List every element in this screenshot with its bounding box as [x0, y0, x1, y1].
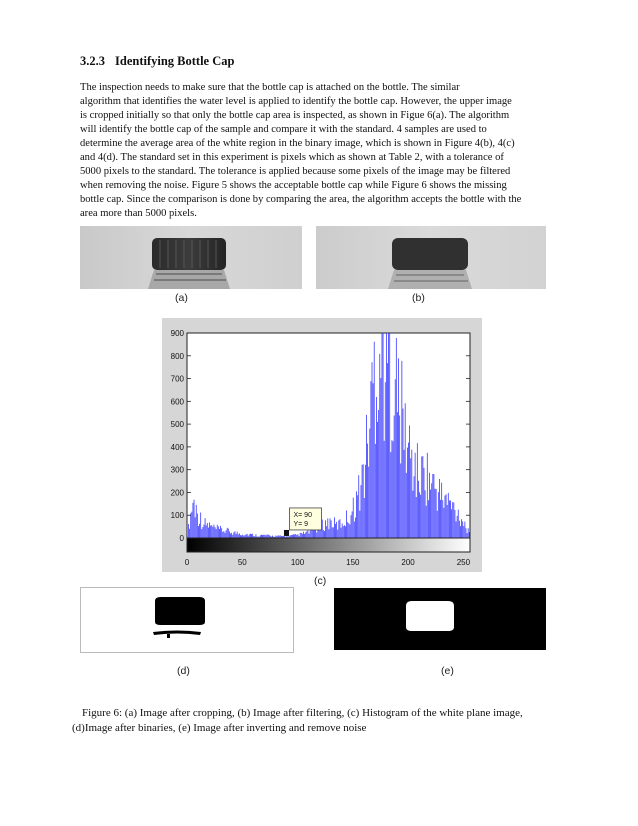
image-d-binary	[80, 587, 294, 653]
histogram-bar	[396, 338, 397, 538]
histogram-bar	[399, 416, 400, 538]
histogram-bar	[207, 523, 208, 538]
histogram-bar	[392, 440, 393, 538]
histogram-bar	[460, 526, 461, 538]
histogram-bar	[411, 450, 412, 538]
histogram-bar	[201, 529, 202, 538]
histogram-bar	[437, 511, 438, 538]
histogram-bar	[195, 517, 196, 538]
histogram-bar	[334, 517, 335, 538]
histogram-bar	[236, 534, 237, 538]
histogram-bar	[306, 531, 307, 538]
histogram-bar	[443, 508, 444, 538]
histogram-bar	[390, 452, 391, 538]
histogram-bar	[380, 378, 381, 538]
section-heading	[80, 54, 234, 69]
histogram-bar	[320, 529, 321, 538]
y-tick-label: 900	[170, 329, 184, 338]
label-c: (c)	[314, 575, 327, 587]
y-tick-label: 200	[170, 488, 184, 498]
histogram-bar	[409, 425, 410, 538]
histogram-bar	[361, 485, 362, 538]
paragraph-line: 5000 pixels to the standard. The tolerance is applied because some pixels of the image may be filtered	[80, 166, 511, 177]
histogram-bar	[461, 519, 462, 538]
paragraph-line: when removing the noise. Figure 5 shows the acceptable bottle cap while Figure 6 shows the missing	[80, 180, 507, 191]
histogram-bar	[231, 533, 232, 538]
label-b: (b)	[412, 292, 425, 304]
histogram-bar	[382, 333, 383, 538]
histogram-bar	[298, 534, 299, 538]
histogram-bar	[335, 524, 336, 538]
histogram-bar	[359, 511, 360, 538]
histogram-bar	[300, 533, 301, 538]
histogram-bar	[215, 527, 216, 538]
histogram-bar	[295, 534, 296, 538]
histogram-bar	[209, 522, 210, 538]
histogram-bar	[400, 463, 401, 538]
histogram-bar	[419, 492, 420, 538]
body-paragraph	[80, 81, 565, 221]
histogram-bar	[214, 525, 215, 538]
histogram-bar	[451, 509, 452, 538]
histogram-bar	[426, 506, 427, 538]
histogram-bar	[458, 510, 459, 538]
histogram-bar	[198, 526, 199, 538]
histogram-bar	[205, 518, 206, 538]
histogram-bar	[436, 489, 437, 538]
figure-caption	[72, 706, 572, 736]
histogram-bar	[346, 510, 347, 538]
histogram-bar	[221, 528, 222, 538]
histogram-bar	[227, 528, 228, 538]
histogram-bar	[354, 521, 355, 538]
caption-line: Figure 6: (a) Image after cropping, (b) Image after filtering, (c) Histogram of the white plane image,	[82, 707, 523, 719]
histogram-bar	[365, 465, 366, 538]
histogram-bar	[235, 531, 236, 538]
histogram-bar	[457, 516, 458, 538]
histogram-bar	[348, 523, 349, 538]
paragraph-line: determine the average area of the white region in the binary image, which is shown in Figure 4(b), 4(c)	[80, 138, 515, 149]
histogram-bar	[313, 530, 314, 538]
x-tick-label: 200	[401, 558, 415, 567]
histogram-chart	[162, 318, 482, 572]
histogram-bar	[239, 533, 240, 538]
histogram-bar	[393, 441, 394, 538]
histogram-bar	[388, 333, 389, 538]
histogram-bar	[469, 532, 470, 538]
histogram-bar	[314, 529, 315, 538]
histogram-bar	[327, 518, 328, 538]
histogram-bar	[428, 500, 429, 538]
histogram-bar	[331, 521, 332, 538]
y-tick-label: 600	[170, 397, 184, 407]
x-tick-label: 0	[184, 558, 190, 567]
histogram-bar	[356, 491, 357, 538]
histogram-bar	[442, 500, 443, 538]
datatip-marker	[284, 530, 289, 536]
histogram-bar	[462, 521, 463, 538]
histogram-bar	[229, 531, 230, 538]
paragraph-line: is cropped initially so that only the bottle cap area is inspected, as shown in Figue 6(a). The algorithm	[80, 110, 510, 121]
histogram-bar	[401, 361, 402, 538]
paragraph-line: will identify the bottle cap of the sample and compare it with the standard. 4 samples are used to	[80, 124, 487, 135]
x-tick-label: 250	[456, 558, 471, 567]
histogram-bar	[418, 481, 419, 538]
histogram-bar	[302, 534, 303, 538]
image-e-inverted	[334, 588, 546, 650]
histogram-bar	[208, 528, 209, 538]
y-tick-label: 700	[170, 374, 184, 384]
histogram-bar	[456, 521, 457, 538]
histogram-bar	[446, 494, 447, 538]
histogram-bar	[222, 532, 223, 538]
x-tick-label: 50	[237, 558, 247, 567]
histogram-bar	[211, 525, 212, 538]
y-tick-label: 300	[170, 465, 184, 475]
histogram-bar	[238, 534, 239, 538]
histogram-bar	[363, 464, 364, 538]
label-d: (d)	[177, 665, 190, 677]
histogram-bar	[449, 500, 450, 538]
histogram-bar	[196, 505, 197, 538]
image-b-filtered	[316, 226, 546, 289]
histogram-bar	[330, 518, 331, 538]
histogram-bar	[464, 522, 465, 538]
histogram-bar	[246, 534, 247, 538]
histogram-bar	[376, 397, 377, 538]
histogram-bar	[395, 379, 396, 538]
histogram-bar	[374, 342, 375, 538]
histogram-bar	[413, 491, 414, 538]
histogram-bar	[425, 490, 426, 538]
histogram-bar	[199, 524, 200, 538]
histogram-bar	[305, 532, 306, 538]
histogram-bar	[217, 525, 218, 538]
x-tick-label: 150	[346, 558, 360, 567]
histogram-bar	[407, 448, 408, 538]
histogram-bar	[197, 514, 198, 538]
histogram-figure	[162, 318, 482, 572]
histogram-bar	[417, 443, 418, 538]
histogram-bar	[439, 479, 440, 538]
histogram-bar	[371, 381, 372, 538]
histogram-bar	[387, 363, 388, 538]
histogram-bar	[343, 526, 344, 538]
histogram-bar	[206, 525, 207, 538]
histogram-bar	[445, 495, 446, 538]
histogram-bar	[468, 528, 469, 538]
histogram-bar	[237, 532, 238, 538]
y-tick-label: 400	[170, 442, 184, 452]
histogram-bar	[226, 530, 227, 538]
histogram-bar	[448, 493, 449, 538]
histogram-bar	[373, 383, 374, 538]
histogram-bar	[337, 530, 338, 538]
histogram-bar	[452, 502, 453, 538]
histogram-bar	[252, 534, 253, 538]
histogram-bar	[202, 527, 203, 538]
histogram-bar	[225, 533, 226, 538]
histogram-bar	[355, 517, 356, 538]
histogram-bar	[463, 526, 464, 538]
histogram-bar	[223, 531, 224, 538]
histogram-bar	[193, 503, 194, 538]
x-tick-label: 100	[290, 558, 305, 567]
histogram-bar	[316, 532, 317, 538]
histogram-bar	[303, 532, 304, 538]
histogram-bar	[398, 358, 399, 538]
histogram-bar	[369, 429, 370, 538]
histogram-bar	[338, 520, 339, 538]
paragraph-line: area more than 5000 pixels.	[80, 208, 197, 219]
histogram-bar	[210, 526, 211, 538]
histogram-bar	[188, 524, 189, 538]
section-title: Identifying Bottle Cap	[115, 54, 235, 68]
histogram-bar	[268, 535, 269, 538]
histogram-bar	[434, 474, 435, 538]
histogram-bar	[440, 500, 441, 538]
histogram-bar	[375, 444, 376, 538]
histogram-bar	[350, 524, 351, 538]
histogram-bar	[453, 502, 454, 538]
histogram-bar	[362, 465, 363, 538]
histogram-bar	[250, 534, 251, 538]
histogram-bar	[377, 422, 378, 538]
histogram-bar	[367, 444, 368, 538]
histogram-bar	[389, 333, 390, 538]
paragraph-line: and 4(d). The standard set in this experiment is pixels which as shown at Table 2, with a tolerance of	[80, 152, 504, 163]
histogram-bar	[455, 510, 456, 538]
histogram-bar	[249, 534, 250, 538]
histogram-bar	[256, 534, 257, 538]
histogram-bar	[322, 520, 323, 538]
histogram-bar	[247, 534, 248, 538]
histogram-bar	[344, 525, 345, 538]
histogram-bar	[325, 520, 326, 538]
histogram-bar	[190, 513, 191, 538]
intensity-colorbar	[187, 538, 470, 552]
histogram-bar	[415, 453, 416, 538]
histogram-bar	[364, 498, 365, 538]
histogram-bar	[341, 528, 342, 538]
label-a: (a)	[175, 292, 188, 304]
histogram-bar	[410, 458, 411, 538]
histogram-bar	[384, 441, 385, 538]
histogram-bar	[351, 515, 352, 538]
histogram-bar	[408, 443, 409, 538]
histogram-bar	[422, 456, 423, 538]
histogram-bar	[336, 522, 337, 538]
histogram-bar	[427, 453, 428, 538]
histogram-bar	[368, 467, 369, 538]
histogram-bar	[372, 362, 373, 538]
histogram-bar	[216, 529, 217, 538]
histogram-bar	[194, 500, 195, 538]
histogram-bar	[394, 416, 395, 538]
histogram-bar	[385, 382, 386, 538]
histogram-bar	[386, 333, 387, 538]
histogram-bar	[204, 524, 205, 538]
histogram-bar	[293, 534, 294, 538]
histogram-bar	[353, 498, 354, 538]
histogram-bar	[342, 524, 343, 538]
histogram-bar	[429, 473, 430, 538]
histogram-bar	[357, 495, 358, 538]
y-tick-label: 800	[170, 351, 184, 361]
histogram-bar	[310, 531, 311, 538]
histogram-bar	[420, 495, 421, 538]
datatip-y: Y= 9	[293, 520, 309, 528]
histogram-bar	[189, 529, 190, 538]
histogram-bar	[333, 527, 334, 538]
histogram-bar	[432, 474, 433, 538]
histogram-bar	[304, 534, 305, 538]
histogram-bar	[212, 527, 213, 538]
histogram-bar	[379, 354, 380, 538]
histogram-bar	[358, 475, 359, 538]
histogram-bar	[441, 483, 442, 538]
image-a-cropped	[80, 226, 302, 289]
histogram-bar	[397, 412, 398, 538]
histogram-bar	[383, 333, 384, 538]
histogram-bar	[309, 534, 310, 538]
histogram-bar	[405, 403, 406, 538]
histogram-bar	[347, 522, 348, 538]
histogram-bar	[424, 468, 425, 538]
label-e: (e)	[441, 665, 454, 677]
histogram-bar	[219, 529, 220, 538]
histogram-bar	[366, 415, 367, 538]
y-tick-label: 100	[170, 511, 184, 521]
histogram-bar	[435, 489, 436, 538]
histogram-bar	[191, 512, 192, 538]
histogram-bar	[404, 450, 405, 538]
histogram-bar	[332, 527, 333, 538]
histogram-bar	[200, 513, 201, 538]
datatip-x: X= 90	[293, 511, 312, 519]
histogram-bar	[467, 533, 468, 538]
histogram-bar	[329, 529, 330, 538]
histogram-bar	[421, 457, 422, 538]
histogram-bar	[406, 473, 407, 538]
histogram-bar	[323, 530, 324, 538]
histogram-bar	[307, 530, 308, 538]
histogram-bar	[416, 497, 417, 538]
histogram-bar	[345, 526, 346, 538]
histogram-bar	[447, 505, 448, 538]
caption-line: (d)Image after binaries, (e) Image after inverting and remove noise	[72, 722, 367, 734]
histogram-bar	[340, 519, 341, 538]
histogram-bar	[430, 490, 431, 538]
histogram-bar	[218, 526, 219, 538]
histogram-bar	[459, 521, 460, 538]
histogram-bar	[431, 483, 432, 538]
histogram-bar	[324, 531, 325, 538]
histogram-bar	[414, 476, 415, 538]
y-tick-label: 500	[170, 420, 184, 430]
histogram-bar	[466, 528, 467, 538]
paragraph-line: The inspection needs to make sure that the bottle cap is attached on the bottle. The similar	[80, 82, 460, 93]
y-tick-label: 0	[179, 534, 184, 543]
histogram-bar	[233, 532, 234, 538]
histogram-bar	[228, 529, 229, 538]
histogram-bar	[267, 535, 268, 538]
histogram-bar	[403, 409, 404, 538]
histogram-bar	[326, 526, 327, 538]
histogram-bar	[450, 501, 451, 538]
section-number: 3.2.3	[80, 54, 105, 68]
histogram-bar	[352, 511, 353, 538]
paragraph-line: algorithm that identifies the water level is applied to identify the bottle cap. However, the upper image	[80, 96, 512, 107]
histogram-bar	[230, 534, 231, 538]
paragraph-line: bottle cap. Since the comparison is done by comparing the area, the algorithm accepts the bottle with the	[80, 194, 522, 205]
histogram-bar	[438, 492, 439, 538]
histogram-bar	[294, 534, 295, 538]
histogram-bar	[378, 410, 379, 538]
histogram-bar	[301, 533, 302, 538]
histogram-bar	[220, 526, 221, 538]
histogram-bar	[251, 534, 252, 538]
